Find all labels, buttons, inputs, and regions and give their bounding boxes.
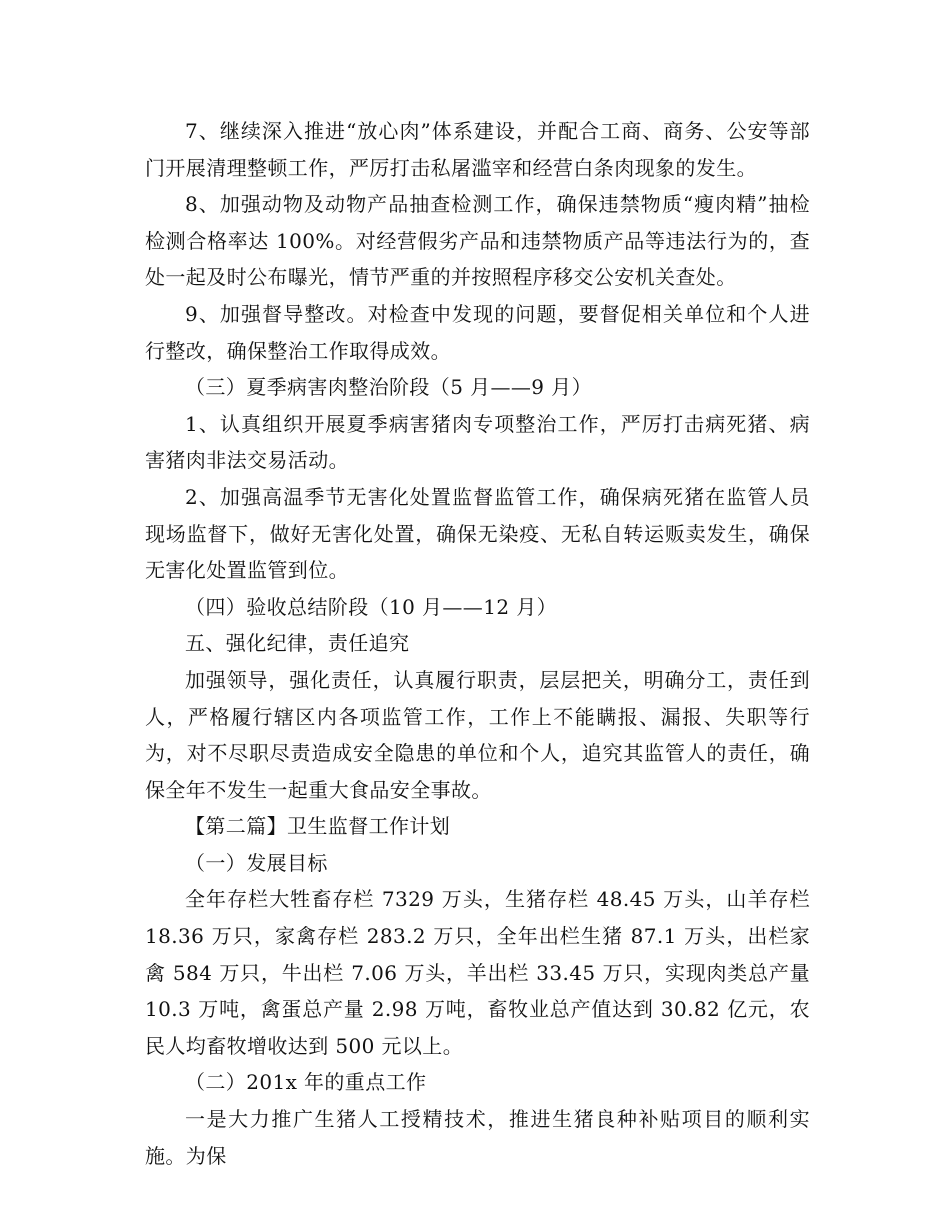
paragraph-item-9: 9、加强督导整改。对检查中发现的问题，要督促相关单位和个人进行整改，确保整治工作取得成效。	[145, 301, 810, 363]
paragraph-item-7: 7、继续深入推进“放心肉”体系建设，并配合工商、商务、公安等部门开展清理整顿工作，严厉打击私屠滥宰和经营白条肉现象的发生。	[145, 119, 810, 180]
section-heading-summer: （三）夏季病害肉整治阶段（5 月——9 月）	[185, 375, 592, 400]
chapter-title-second: 【第二篇】卫生监督工作计划	[185, 814, 451, 839]
paragraph-item-8: 8、加强动物及动物产品抽查检测工作，确保违禁物质“瘦肉精”抽检检测合格率达 100%。对经营假劣产品和违禁物质产品等违法行为的，查处一起及时公布曝光，情节严重的并按照程序移交公安机关查处。	[145, 192, 810, 290]
section-heading-acceptance: （四）验收总结阶段（10 月——12 月）	[185, 594, 558, 619]
section-heading-goals: （一）发展目标	[185, 850, 328, 875]
document-body	[145, 113, 810, 1174]
paragraph-item-1: 1、认真组织开展夏季病害猪肉专项整治工作，严厉打击病死猪、病害猪肉非法交易活动。	[145, 411, 810, 473]
paragraph-discipline: 加强领导，强化责任，认真履行职责，层层把关，明确分工，责任到人，严格履行辖区内各项监管工作，工作上不能瞒报、漏报、失职等行为，对不尽职尽责造成安全隐患的单位和个人，追究其监管人的责任，确保全年不发生一起重大食品安全事故。	[145, 667, 810, 802]
section-heading-key-work: （二）201x 年的重点工作	[185, 1070, 427, 1095]
paragraph-goals: 全年存栏大牲畜存栏 7329 万头，生猪存栏 48.45 万头，山羊存栏 18.36 万只，家禽存栏 283.2 万只，全年出栏生猪 87.1 万头，出栏家禽 584 万只，牛出栏 7.06 万头，羊出栏 33.45 万只，实现肉类总产量 10.3 万吨，禽蛋总产量 2.98 万吨，畜牧业总产值达到 30.82 亿元，农民人均畜牧增收达到 500 元以上。	[145, 887, 810, 1058]
paragraph-key-work-1: 一是大力推广生猪人工授精技术，推进生猪良种补贴项目的顺利实施。为保	[145, 1107, 810, 1168]
paragraph-item-2: 2、加强高温季节无害化处置监督监管工作，确保病死猪在监管人员现场监督下，做好无害化处置，确保无染疫、无私自转运贩卖发生，确保无害化处置监管到位。	[145, 484, 810, 583]
section-heading-discipline: 五、强化纪律，责任追究	[185, 631, 410, 656]
